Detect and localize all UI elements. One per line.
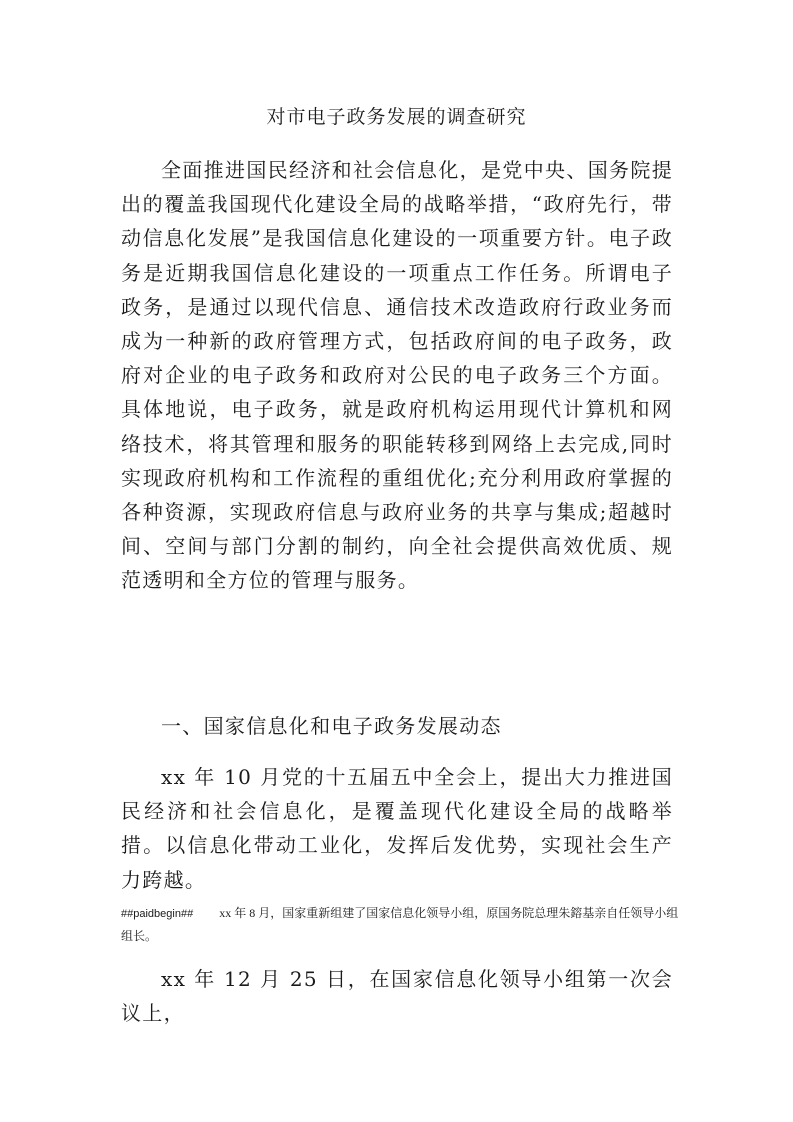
note-text: xx 年 8 月，国家重新组建了国家信息化领导小组，原国务院总理朱鎔基亲自任领导小组组长。 [121,906,679,943]
body-paragraph: xx 年 12 月 25 日，在国家信息化领导小组第一次会议上， [121,967,673,1026]
body-paragraph: xx 年 10 月党的十五届五中全会上，提出大力推进国民经济和社会信息化，是覆盖现代化建设全局的战略举措。以信息化带动工业化，发挥后发优势，实现社会生产力跨越。 [121,765,673,892]
intro-paragraph: 全面推进国民经济和社会信息化，是党中央、国务院提出的覆盖我国现代化建设全局的战略举措，“政府先行，带动信息化发展”是我国信息化建设的一项重要方针。电子政务是近期我国信息化建设的一项重点工作任务。所谓电子政务，是通过以现代信息、通信技术改造政府行政业务而成为一种新的政府管理方式，包括政府间的电子政务，政府对企业的电子政务和政府对公民的电子政务三个方面。具体地说，电子政务，就是政府机构运用现代计算机和网络技术，将其管理和服务的职能转移到网络上去完成,同时实现政府机构和工作流程的重组优化;充分利用政府掌握的各种资源，实现政府信息与政府业务的共享与集成;超越时间、空间与部门分割的制约，向全社会提供高效优质、规范透明和全方位的管理与服务。 [121,158,673,593]
document-title: 对市电子政务发展的调查研究 [266,106,527,128]
inserted-note [121,902,681,947]
paid-marker: ##paidbegin## [121,908,194,920]
section-heading: 一、国家信息化和电子政务发展动态 [161,714,502,738]
